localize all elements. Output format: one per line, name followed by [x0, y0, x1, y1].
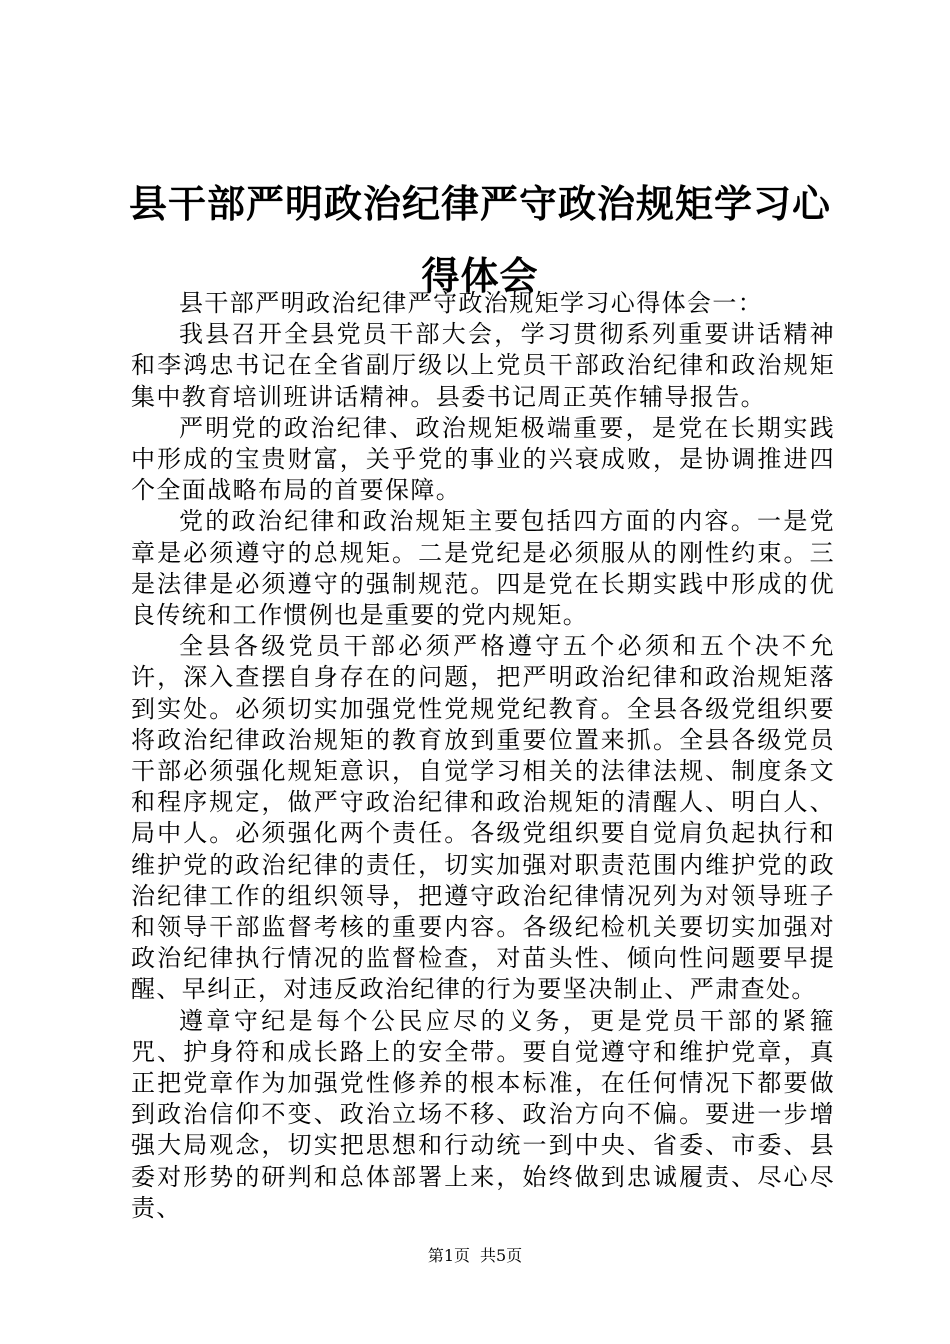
page-total: 共5页	[480, 1246, 523, 1265]
paragraph: 县干部严明政治纪律严守政治规矩学习心得体会一：	[179, 289, 764, 317]
document-title: 县干部严明政治纪律严守政治规矩学习心得体会	[128, 181, 831, 298]
paragraph: 遵章守纪是每个公民应尽的义务，更是党员干部的紧箍咒、护身符和成长路上的安全带。要自觉遵守和维护党章，真正把党章作为加强党性修养的根本标准，在任何情况下都要做到政治信仰不变、政治立场不移、政治方向不偏。要进一步增强大局观念，切实把思想和行动统一到中央、省委、市委、县委对形势的研判和总体部署上来，始终做到忠诚履责、尽心尽责、	[131, 1006, 835, 1222]
page-number: 第1页	[427, 1246, 470, 1265]
document-body	[131, 288, 835, 1224]
paragraph: 我县召开全县党员干部大会，学习贯彻系列重要讲话精神和李鸿忠书记在全省副厅级以上党员干部政治纪律和政治规矩集中教育培训班讲话精神。县委书记周正英作辅导报告。	[131, 320, 835, 411]
paragraph: 严明党的政治纪律、政治规矩极端重要，是党在长期实践中形成的宝贵财富，关乎党的事业的兴衰成败，是协调推进四个全面战略布局的首要保障。	[131, 413, 835, 505]
paragraph: 全县各级党员干部必须严格遵守五个必须和五个决不允许，深入查摆自身存在的问题，把严明政治纪律和政治规矩落到实处。必须切实加强党性党规党纪教育。全县各级党组织要将政治纪律政治规矩的教育放到重要位置来抓。全县各级党员干部必须强化规矩意识，自觉学习相关的法律法规、制度条文和程序规定，做严守政治纪律和政治规矩的清醒人、明白人、局中人。必须强化两个责任。各级党组织要自觉肩负起执行和维护党的政治纪律的责任，切实加强对职责范围内维护党的政治纪律工作的组织领导，把遵守政治纪律情况列为对领导班子和领导干部监督考核的重要内容。各级纪检机关要切实加强对政治纪律执行情况的监督检查，对苗头性、倾向性问题要早提醒、早纠正，对违反政治纪律的行为要坚决制止、严肃查处。	[131, 632, 835, 1004]
page-footer	[0, 1246, 950, 1266]
paragraph: 党的政治纪律和政治规矩主要包括四方面的内容。一是党章是必须遵守的总规矩。二是党纪是必须服从的刚性约束。三是法律是必须遵守的强制规范。四是党在长期实践中形成的优良传统和工作惯例也是重要的党内规矩。	[131, 507, 835, 630]
